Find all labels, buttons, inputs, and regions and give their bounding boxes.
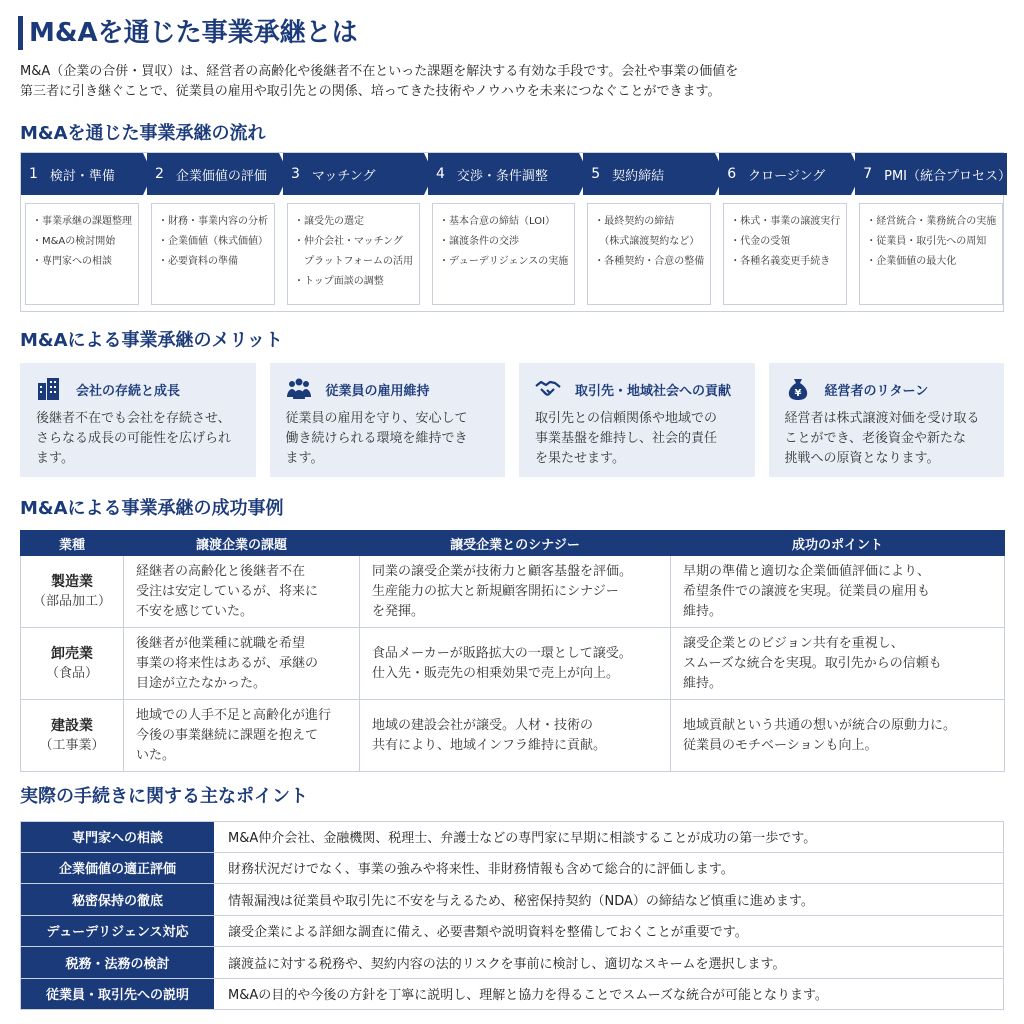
- point-row: [20, 821, 1004, 853]
- point-text: 財務状況だけでなく、事業の強みや将来性、非財務情報も含めて総合的に評価します。: [228, 862, 734, 878]
- flow-steps: [20, 152, 1012, 312]
- flow-step-item: ・財務・事業内容の分析: [158, 216, 268, 227]
- industry-name: 建設業: [51, 717, 93, 734]
- flow-step-item: ・株式・事業の譲渡実行: [730, 216, 841, 227]
- issue-line: 目途が立たなかった。: [136, 675, 267, 691]
- flow-step: [428, 153, 579, 311]
- flow-step: [283, 153, 424, 311]
- issue-cell: [124, 700, 360, 772]
- flow-step-item: ・事業承継の課題整理: [32, 216, 132, 227]
- point-label: 企業価値の適正評価: [21, 853, 214, 884]
- point-row: [20, 853, 1004, 885]
- flow-step-header: [147, 153, 279, 195]
- column-header: 成功のポイント: [671, 531, 1005, 556]
- point-line: 譲受企業とのビジョン共有を重視し、: [683, 635, 904, 651]
- flow-section-title: M&Aを通じた事業承継の流れ: [20, 123, 266, 144]
- synergy-line: 共有により、地域インフラ維持に貢献。: [372, 737, 607, 753]
- flow-step-header: [719, 153, 851, 195]
- handshake-icon: [535, 377, 561, 401]
- flow-step-item: ・代金の受領: [730, 236, 791, 247]
- table-row: [21, 628, 1005, 700]
- merit-line: ことができ、老後資金や新たな: [784, 431, 966, 446]
- merit-line: を果たせます。: [535, 451, 625, 466]
- flow-step-label: 企業価値の評価: [175, 168, 267, 184]
- synergy-line: 仕入先・販売先の相乗効果で売上が向上。: [372, 665, 620, 681]
- intro-line: M&A（企業の合併・買収）は、経営者の高齢化や後継者不在といった課題を解決する有効な手段です。会社や事業の価値を: [20, 64, 739, 79]
- issue-line: 経継者の高齢化と後継者不在: [136, 563, 306, 579]
- synergy-line: を発揮。: [372, 603, 425, 619]
- points-list: [20, 821, 1004, 1010]
- merit-line: 挑戦への原資となります。: [784, 451, 940, 466]
- people-icon: [286, 377, 312, 401]
- synergy-line: 同業の譲受企業が技術力と顧客基盤を評価。: [372, 563, 633, 579]
- flow-step-number: 4: [436, 166, 445, 182]
- merit-title: 取引先・地域社会への貢献: [575, 383, 732, 399]
- flow-step-label: 検討・準備: [49, 168, 115, 184]
- point-line: 従業員のモチベーションも向上。: [683, 737, 878, 753]
- cases-body: [21, 556, 1005, 772]
- point-text: M&A仲介会社、金融機関、税理士、弁護士などの専門家に早期に相談することが成功の第一歩です。: [228, 831, 817, 847]
- flow-step-item: ・企業価値（株式価値）: [158, 236, 268, 247]
- table-row: [21, 700, 1005, 772]
- merit-card: [769, 363, 1005, 477]
- merit-line: ます。: [36, 451, 74, 466]
- flow-step: [583, 153, 715, 311]
- synergy-cell: [360, 556, 671, 628]
- industry-name: 卸売業: [51, 645, 93, 662]
- column-header: 業種: [21, 531, 124, 556]
- synergy-line: 食品メーカーが販路拡大の一環として譲受。: [372, 645, 632, 661]
- merit-line: 従業員の雇用を守り、安心して: [285, 411, 468, 426]
- point-line: 維持。: [683, 603, 723, 619]
- flow-step-item: ・仲介会社・マッチング: [294, 236, 403, 247]
- merit-header: [535, 375, 739, 403]
- industry-name: 製造業: [51, 573, 93, 590]
- synergy-cell: [360, 628, 671, 700]
- point-row: [20, 947, 1004, 979]
- point-line: 早期の準備と適切な企業価値評価により、: [683, 563, 931, 579]
- intro-line: 第三者に引き継ぐことで、従業員の雇用や取引先との関係、培ってきた技術やノウハウを未来につなぐことができます。: [20, 84, 721, 99]
- building-icon: [36, 377, 62, 401]
- merit-header: [286, 375, 490, 403]
- flow-step-label: クロージング: [748, 168, 826, 184]
- merits-section-title: M&Aによる事業承継のメリット: [20, 330, 283, 351]
- merit-description: [785, 409, 989, 469]
- issue-line: 今後の事業継続に課題を抱えて: [136, 727, 319, 743]
- flow-step-details: [432, 203, 575, 305]
- merit-line: 働き続けられる環境を維持でき: [285, 431, 468, 446]
- flow-step-number: 7: [863, 166, 873, 182]
- flow-step-header: [855, 153, 1012, 195]
- flow-step-number: 6: [727, 166, 737, 182]
- flow-step-number: 2: [155, 166, 164, 182]
- synergy-line: 地域の建設会社が譲受。人材・技術の: [372, 717, 594, 733]
- industry-cell: [21, 556, 124, 628]
- point-row: [20, 884, 1004, 916]
- merit-header: [36, 375, 240, 403]
- flow-step-item: （株式譲渡契約など）: [594, 236, 700, 247]
- issue-line: いた。: [136, 747, 176, 763]
- issue-line: 不安を感じていた。: [136, 603, 254, 619]
- issue-cell: [124, 628, 360, 700]
- flow-step-details: [25, 203, 139, 305]
- issue-line: 後継者が他業種に就職を希望: [136, 635, 306, 651]
- flow-step-item: ・必要資料の準備: [158, 256, 238, 267]
- flow-step-details: [151, 203, 275, 305]
- point-label: 秘密保持の徹底: [21, 884, 214, 915]
- merit-description: [535, 409, 739, 469]
- merit-card: [270, 363, 506, 477]
- flow-step-details: [287, 203, 420, 305]
- flow-step-label: 契約締結: [612, 168, 665, 184]
- synergy-cell: [360, 700, 671, 772]
- flow-step-item: ・最終契約の締結: [594, 216, 675, 227]
- cases-section-title: M&Aによる事業承継の成功事例: [20, 498, 284, 519]
- point-line: 地域貢献という共通の想いが統合の原動力に。: [683, 717, 957, 733]
- flow-step-item: ・M&Aの検討開始: [32, 236, 116, 247]
- merit-title: 経営者のリターン: [824, 383, 929, 399]
- flow-step-number: 5: [591, 166, 601, 182]
- merit-line: ます。: [285, 451, 324, 466]
- flow-step-item: ・各種名義変更手続き: [730, 256, 831, 267]
- point-line: スムーズな統合を実現。取引先からの信頼も: [683, 655, 942, 671]
- issue-line: 事業の将来性はあるが、承継の: [136, 655, 319, 671]
- flow-step-item: ・トップ面談の調整: [294, 276, 384, 287]
- flow-step-item: ・デューデリジェンスの実施: [439, 256, 569, 267]
- money-bag-icon: [785, 377, 811, 401]
- cases-header-row: [21, 531, 1005, 556]
- flow-step-header: [21, 153, 143, 195]
- merit-line: 後継者不在でも会社を存続させ、: [36, 411, 231, 426]
- synergy-line: 生産能力の拡大と新規顧客開拓にシナジー: [372, 583, 619, 599]
- intro-text: [20, 62, 1010, 102]
- flow-step-number: 1: [29, 166, 38, 182]
- flow-step-item: ・経営統合・業務統合の実施: [866, 216, 997, 227]
- point-label: 税務・法務の検討: [21, 947, 214, 978]
- merit-line: 取引先との信頼関係や地域での: [535, 411, 718, 426]
- point-row: [20, 979, 1004, 1011]
- flow-step: [147, 153, 279, 311]
- flow-step-header: [583, 153, 715, 195]
- merit-title: 会社の存続と成長: [76, 383, 181, 399]
- merit-card: [519, 363, 755, 477]
- point-text: 譲受企業による詳細な調査に備え、必要書類や説明資料を整備しておくことが重要です。: [228, 925, 748, 941]
- point-label: 従業員・取引先への説明: [21, 979, 214, 1010]
- cases-table: [20, 530, 1005, 772]
- point-text: 情報漏洩は従業員や取引先に不安を与えるため、秘密保持契約（NDA）の締結など慎重に進めます。: [228, 893, 814, 909]
- flow-step-details: [859, 203, 1003, 305]
- flow-step-details: [723, 203, 847, 305]
- point-cell: [671, 628, 1005, 700]
- flow-step-item: ・企業価値の最大化: [866, 256, 957, 267]
- flow-step: [855, 153, 1012, 311]
- point-line: 希望条件での譲渡を実現。従業員の雇用も: [683, 583, 931, 599]
- svg-text:¥: ¥: [794, 388, 801, 399]
- merit-line: 事業基盤を維持し、社会的責任: [535, 431, 718, 446]
- industry-cell: [21, 700, 124, 772]
- industry-subtype: （食品）: [45, 665, 98, 681]
- flow-step-label: 交渉・条件調整: [456, 168, 548, 184]
- merit-card: [20, 363, 256, 477]
- point-text: M&Aの目的や今後の方針を丁寧に説明し、理解と協力を得ることでスムーズな統合が可能となります。: [228, 988, 828, 1004]
- flow-step-item: ・譲渡条件の交渉: [439, 236, 519, 247]
- flow-step-number: 3: [291, 166, 300, 182]
- column-header: 譲渡企業の課題: [124, 531, 360, 556]
- industry-cell: [21, 628, 124, 700]
- merit-title: 従業員の雇用維持: [325, 383, 430, 399]
- issue-line: 受注は安定しているが、将来に: [136, 583, 319, 599]
- merits-cards: [20, 363, 1004, 477]
- merit-description: [286, 409, 490, 469]
- point-cell: [671, 700, 1005, 772]
- flow-step-header: [428, 153, 579, 195]
- points-section-title: 実際の手続きに関する主なポイント: [20, 786, 308, 807]
- point-label: デューデリジェンス対応: [21, 916, 214, 947]
- merit-line: さらなる成長の可能性を広げられ: [36, 431, 232, 446]
- merit-line: 経営者は株式譲渡対価を受け取る: [784, 411, 980, 426]
- point-label: 専門家への相談: [21, 822, 214, 852]
- industry-subtype: （工事業）: [39, 737, 105, 753]
- flow-step-item: ・専門家への相談: [32, 256, 112, 267]
- issue-cell: [124, 556, 360, 628]
- flow-step-header: [283, 153, 424, 195]
- flow-step-label: PMI（統合プロセス）: [884, 168, 1012, 184]
- flow-step-item: プラットフォームの活用: [294, 256, 413, 267]
- page-title: M&Aを通じた事業承継とは: [18, 16, 358, 50]
- flow-step-item: ・各種契約・合意の整備: [594, 256, 705, 267]
- merit-description: [36, 409, 240, 469]
- table-row: [21, 556, 1005, 628]
- flow-step-item: ・譲受先の選定: [294, 216, 364, 227]
- column-header: 譲受企業とのシナジー: [360, 531, 671, 556]
- industry-subtype: （部品加工）: [32, 593, 111, 609]
- flow-step-label: マッチング: [311, 168, 376, 184]
- point-line: 維持。: [683, 675, 723, 691]
- point-text: 譲渡益に対する税務や、契約内容の法的リスクを事前に検討し、適切なスキームを選択します。: [228, 956, 786, 972]
- flow-step-item: ・従業員・取引先への周知: [866, 236, 987, 247]
- flow-step: [21, 153, 143, 311]
- flow-step: [719, 153, 851, 311]
- flow-step-item: ・基本合意の締結（LOI）: [439, 216, 556, 227]
- flow-step-details: [587, 203, 711, 305]
- merit-header: [785, 375, 989, 403]
- issue-line: 地域での人手不足と高齢化が進行: [136, 707, 332, 723]
- point-cell: [671, 556, 1005, 628]
- point-row: [20, 916, 1004, 948]
